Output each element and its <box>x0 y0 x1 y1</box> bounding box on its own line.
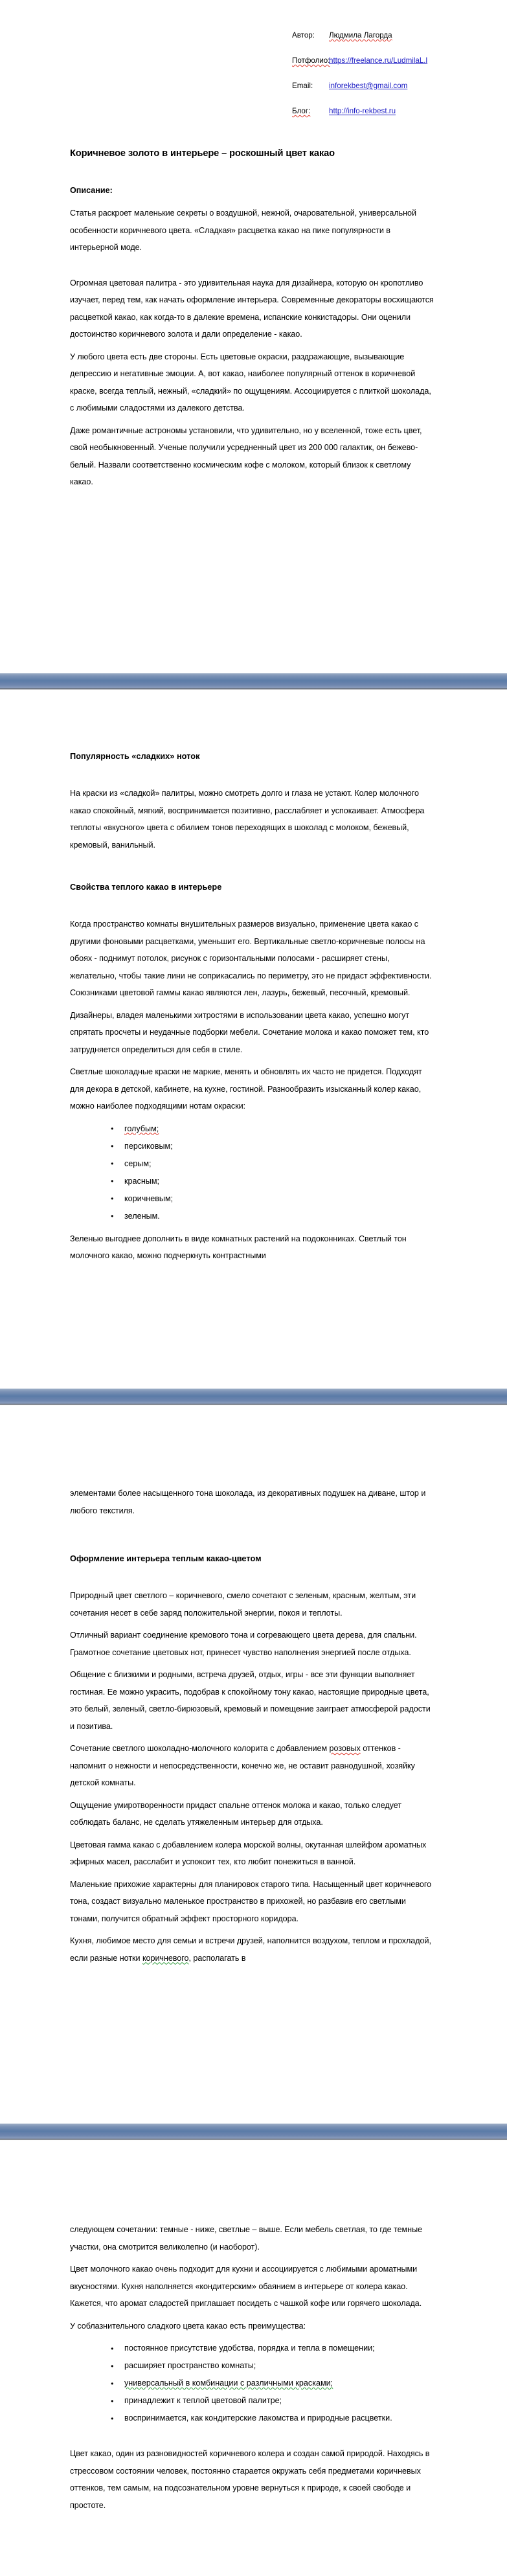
list-item-label: расширяет пространство комнаты; <box>124 2361 256 2370</box>
list-item <box>111 1208 434 1225</box>
page-break-separator-2 <box>0 1386 507 1407</box>
list-item-label: принадлежит к теплой цветовой палитре; <box>124 2396 282 2405</box>
list-item-label: серым; <box>124 1158 152 1168</box>
portfolio-link[interactable]: https://freelance.ru/LudmilaL.l <box>329 56 428 65</box>
description-label: Описание: <box>70 186 113 195</box>
section-heading-decorating: Оформление интерьера теплым какао-цветом <box>70 1554 262 1563</box>
paragraph-properties-4-part1: Зеленью выгоднее дополнить в виде комнатных растений на подоконниках. Светлый тон молочного какао, можно подчеркнуть контрастными <box>70 1234 407 1260</box>
paragraph-intro-3: Даже романтичные астрономы установили, что удивительно, но у вселенной, тоже есть цвет, свой необыкновенный. Ученые получили усредненный цвет из 200 000 галактик, он бежево-белый. Назвали соответственно космическим кофе с молоком, который близок к светлому какао. <box>70 425 422 486</box>
section-heading-properties: Свойства теплого какао в интерьере <box>70 882 222 892</box>
meta-label-author: Автор: <box>292 31 315 40</box>
list-item <box>111 2410 434 2427</box>
blog-link[interactable]: http://info-rekbest.ru <box>329 107 396 115</box>
paragraph-decor-8-a: Кухня, любимое место для семьи и встречи друзей, наполнится воздухом, теплом и прохладой, если разные нотки <box>70 1936 431 1963</box>
paragraph-decor-8-grammar: коричневого <box>142 1953 189 1963</box>
email-link[interactable]: inforekbest@gmail.com <box>329 82 408 90</box>
list-item <box>111 1190 434 1208</box>
list-item <box>111 2375 434 2392</box>
paragraph-decor-1: Природный цвет светлого – коричневого, смело сочетают с зеленым, красным, желтым, эти сочетания несет в себе заряд положительной энергии, покоя и теплоты. <box>70 1591 416 1618</box>
paragraph-decor-2: Отличный вариант соединение кремового тона и согревающего цвета дерева, для спальни. Грамотное сочетание цветовых нот, принесет чувство наполнения энергией после отдыха. <box>70 1631 417 1657</box>
meta-label-portfolio: Потфолио: <box>292 56 330 65</box>
list-item-label: универсальный в комбинации с различными красками; <box>124 2378 333 2388</box>
list-item <box>111 1120 434 1138</box>
paragraph-decor-8 <box>70 1932 434 1967</box>
paragraph-decor-4-a: Сочетание светлого шоколадно-молочного колорита с добавлением <box>70 1744 330 1753</box>
paragraph-conclusion: Цвет какао, один из разновидностей коричневого колера и создан самой природой. Находясь в стрессовом состоянии человек, постоянно старается окружать себя предметами коричневых оттенков, тем самым, на подсознательном уровне вернуться к природе, к своей свободе и простоте. <box>70 2449 430 2510</box>
author-meta-block <box>70 31 434 132</box>
meta-label-email: Email: <box>292 82 313 90</box>
paragraph-decor-4-misspelled: розовых <box>329 1744 361 1753</box>
list-item-label: постоянное присутствие удобства, порядка и тепла в помещении; <box>124 2344 375 2353</box>
meta-row-author <box>70 31 434 56</box>
paragraph-intro-1: Огромная цветовая палитра - это удивительная наука для дизайнера, которую он кропотливо изучает, перед тем, как начать оформление интерьера. Современные декораторы восхищаются расцветкой какао, как когда-то в далекие времена, испанские конкистадоры. Они оценили достоинство коричневого золота и дали определение - какао. <box>70 278 434 339</box>
paragraph-properties-4-part2: элементами более насыщенного тона шоколада, из декоративных подушек на диване, штор и любого текстиля. <box>70 1489 426 1515</box>
section-heading-popularity: Популярность «сладких» ноток <box>70 751 200 761</box>
article-title: Коричневое золото в интерьере – роскошный цвет какао <box>70 148 335 159</box>
paragraph-advantages-intro: У соблазнительного сладкого цвета какао есть преимущества: <box>70 2321 306 2331</box>
meta-row-email <box>70 82 434 107</box>
list-item <box>111 2357 434 2375</box>
meta-value-author: Людмила Лагорда <box>329 31 392 40</box>
paragraph-decor-5: Ощущение умиротворенности придаст спальне оттенок молока и какао, только следует соблюдать баланс, не сделать утяжеленным интерьер для отдыха. <box>70 1800 402 1827</box>
list-item-label: воспринимается, как кондитерские лакомства и природные расцветки. <box>124 2413 392 2423</box>
page-break-separator-3 <box>0 2121 507 2142</box>
document-page-3 <box>0 1407 507 2121</box>
paragraph-properties-1: Когда пространство комнаты внушительных размеров визуально, применение цвета какао с другими фоновыми расцветками, уменьшит его. Вертикальные светло-коричневые полосы на обоях - поднимут потолок, рисунок с горизонтальными полосами - расширяет стены, желательно, чтобы такие лини не соприкасались по периметру, это не придаст эффективности. Союзниками цветовой гаммы какао являются лен, лазурь, бежевый, песочный, кремовый. <box>70 920 432 997</box>
paragraph-intro-2: У любого цвета есть две стороны. Есть цветовые окраски, раздражающие, вызывающие депрессию и негативные эмоции. А, вот какао, наиболее популярный оттенок в коричневой краске, всегда теплый, нежный, «сладкий» по ощущениям. Ассоциируется с плиткой шоколада, с любимыми сладостями из далекого детства. <box>70 352 431 412</box>
paragraph-decor-6: Цветовая гамма какао с добавлением колера морской волны, окутанная шлейфом ароматных эфирных масел, расслабит и успокоит тех, кто любит понежиться в ванной. <box>70 1840 427 1866</box>
list-item <box>111 2340 434 2357</box>
description-paragraph: Статья раскроет маленькие секреты о воздушной, нежной, очаровательной, универсальной особенности коричневого цвета. «Сладкая» расцветка какао на пике популярности в интерьерной моде. <box>70 209 416 252</box>
list-item <box>111 1173 434 1190</box>
paragraph-kitchen-2: Цвет молочного какао очень подходит для кухни и ассоциируется с любимыми ароматными вкусностями. Кухня наполняется «кондитерским» обаянием в интерьере от колера какао. Кажется, что аромат сладостей приглашает посидеть с чашкой кофе или горячего шоколада. <box>70 2265 422 2308</box>
list-item <box>111 1155 434 1173</box>
paragraph-kitchen-1: следующем сочетании: темные - ниже, светлые – выше. Если мебель светлая, то где темные участки, она смотрится великолепно (и наоборот). <box>70 2225 423 2252</box>
document-page-1 <box>0 0 507 670</box>
page-break-separator-1 <box>0 670 507 692</box>
document-page-4 <box>0 2142 507 2550</box>
list-item-label: красным; <box>124 1176 159 1186</box>
paragraph-decor-7: Маленькие прихожие характерны для планировок старого типа. Насыщенный цвет коричневого тона, создаст визуально маленькое пространство в прихожей, но разбавив его светлыми тонами, получится обратный эффект просторного коридора. <box>70 1879 432 1923</box>
advantages-list <box>70 2340 434 2427</box>
paragraph-decor-3: Общение с близкими и родными, встреча друзей, отдых, игры - все эти функции выполняет гостиная. Ее можно украсить, подобрав к спокойному тону какао, настоящие природные цвета, это белый, зеленый, светло-бирюзовый, кремовый и помещение заиграет атмосферой радости и позитива. <box>70 1670 431 1731</box>
list-item-label: персиковым; <box>124 1141 173 1151</box>
list-item <box>111 1138 434 1155</box>
list-item-label: зеленым. <box>124 1211 160 1221</box>
paragraph-decor-4-b: оттенков - напомнит о нежности и непосредственности, конечно же, не оставит равнодушной, хозяйку детской комнаты. <box>70 1744 415 1787</box>
paragraph-properties-2: Дизайнеры, владея маленькими хитростями в использовании цвета какао, успешно могут спрятать просчеты и неудачные подборки мебели. Сочетание молока и какао поможет тем, кто затрудняется определиться для себя в стиле. <box>70 1010 429 1054</box>
list-item-label: коричневым; <box>124 1193 174 1203</box>
color-notes-list <box>70 1120 434 1225</box>
paragraph-decor-8-b: , располагать в <box>188 1953 246 1963</box>
paragraph-popularity-1: На краски из «сладкой» палитры, можно смотреть долго и глаза не устают. Колер молочного какао спокойный, мягкий, воспринимается позитивно, расслабляет и успокаивает. Атмосфера теплоты «вкусного» цвета с обилием тонов переходящих в шоколад с молоком, бежевый, кремовый, ванильный. <box>70 789 425 850</box>
paragraph-properties-3: Светлые шоколадные краски не маркие, менять и обновлять их часто не придется. Подходят для декора в детской, кабинете, на кухне, гостиной. Разнообразить изысканный колер какао, можно наиболее подходящими нотам окраски: <box>70 1067 422 1111</box>
paragraph-decor-4 <box>70 1740 434 1792</box>
meta-row-blog <box>70 107 434 132</box>
list-item-label: голубым; <box>124 1124 159 1133</box>
document-page-2 <box>0 692 507 1386</box>
list-item <box>111 2392 434 2410</box>
meta-row-portfolio <box>70 56 434 82</box>
meta-label-blog: Блог: <box>292 107 311 115</box>
